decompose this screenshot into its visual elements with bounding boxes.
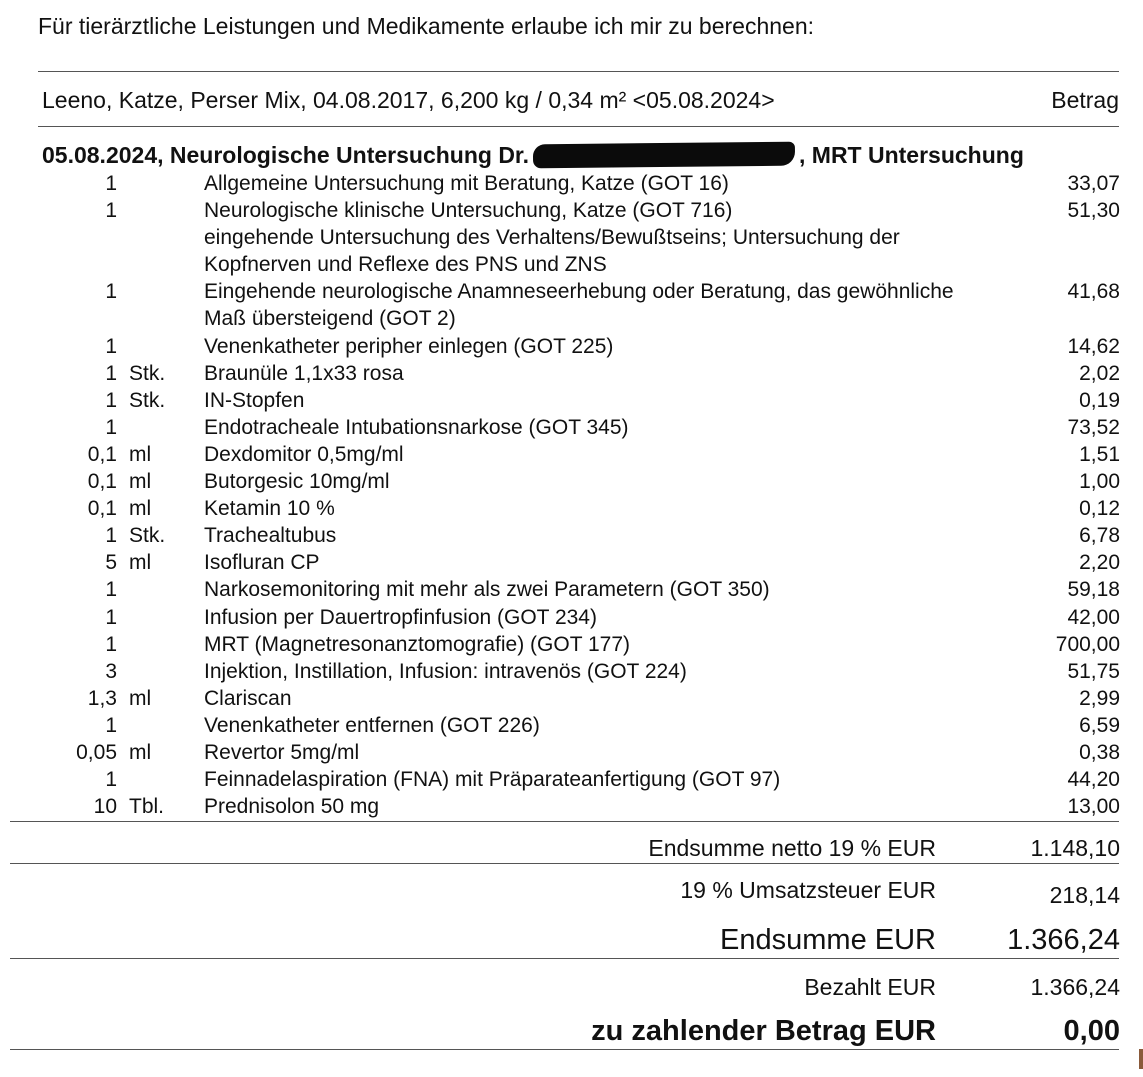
line-item-quantity: 1 — [105, 280, 117, 304]
line-item-unit: ml — [129, 551, 152, 575]
paid-label: Bezahlt EUR — [804, 974, 936, 1000]
total-vat-label: 19 % Umsatzsteuer EUR — [680, 877, 936, 903]
line-item-quantity: 1 — [105, 415, 117, 439]
line-item-amount: 33,07 — [1067, 172, 1120, 195]
line-item-quantity: 3 — [105, 659, 117, 683]
line-item-amount: 2,02 — [1079, 361, 1120, 385]
line-item-amount: 0,38 — [1079, 740, 1120, 764]
line-item-description: Clariscan — [204, 686, 292, 710]
divider-items-end — [10, 821, 1119, 822]
line-item-amount: 1,51 — [1079, 442, 1120, 466]
line-item-description: Trachealtubus — [204, 524, 337, 548]
line-item-quantity: 0,1 — [87, 497, 117, 521]
line-item-unit: ml — [129, 686, 152, 710]
line-item-description: Feinnadelaspiration (FNA) mit Präparateanfertigung (GOT 97) — [204, 768, 781, 792]
total-net-label: Endsumme netto 19 % EUR — [648, 835, 936, 861]
line-item — [0, 793, 1143, 820]
line-item — [0, 604, 1143, 631]
line-item-description: Eingehende neurologische Anamneseerhebung oder Beratung, das gewöhnliche Maß übersteigend (GOT 2) — [204, 280, 954, 331]
edge-mark — [1139, 1049, 1143, 1069]
line-item-description: Venenkatheter entfernen (GOT 226) — [204, 713, 540, 737]
line-item-quantity: 1 — [105, 768, 117, 792]
line-item — [0, 766, 1143, 793]
line-item — [0, 495, 1143, 522]
line-item — [0, 522, 1143, 549]
line-item-description: Revertor 5mg/ml — [204, 740, 360, 764]
line-item-description: IN-Stopfen — [204, 388, 305, 412]
line-item-quantity: 0,1 — [87, 470, 117, 494]
line-item-quantity: 1 — [105, 361, 117, 385]
divider-bottom — [10, 1049, 1119, 1050]
line-item-amount: 73,52 — [1067, 415, 1120, 439]
line-item-description: Isofluran CP — [204, 551, 320, 575]
line-item-description: Endotracheale Intubationsnarkose (GOT 345) — [204, 415, 629, 439]
section-title-exam: , MRT Untersuchung — [799, 142, 1024, 168]
paid-value: 1.366,24 — [1030, 974, 1120, 1000]
line-item-amount: 700,00 — [1055, 632, 1120, 656]
line-item-amount: 6,59 — [1079, 713, 1120, 737]
line-item-quantity: 1,3 — [87, 686, 117, 710]
line-item-amount: 44,20 — [1067, 768, 1120, 792]
line-item-description: Infusion per Dauertropfinfusion (GOT 234) — [204, 605, 597, 629]
line-item-amount: 59,18 — [1067, 578, 1120, 602]
line-item-quantity: 1 — [105, 199, 117, 223]
line-item — [0, 197, 1143, 224]
line-item — [0, 441, 1143, 468]
total-gross-label: Endsumme EUR — [720, 924, 936, 956]
line-item-amount: 41,68 — [1067, 280, 1120, 304]
line-item — [0, 224, 1143, 278]
invoice-intro: Für tierärztliche Leistungen und Medikamente erlaube ich mir zu berechnen: — [38, 13, 815, 39]
line-item-description: MRT (Magnetresonanztomografie) (GOT 177) — [204, 632, 631, 656]
line-item-description: Neurologische klinische Untersuchung, Katze (GOT 716) — [204, 199, 733, 223]
line-item-amount: 2,99 — [1079, 686, 1120, 710]
line-item — [0, 278, 1143, 332]
total-net-value: 1.148,10 — [1030, 835, 1120, 861]
line-item — [0, 468, 1143, 495]
line-item-description: Prednisolon 50 mg — [204, 795, 380, 819]
line-item-amount: 0,19 — [1079, 388, 1120, 412]
amount-due-value: 0,00 — [1063, 1015, 1120, 1047]
amount-due-label: zu zahlender Betrag EUR — [591, 1015, 936, 1047]
line-item-unit: Stk. — [129, 361, 166, 385]
line-item-unit: ml — [129, 470, 152, 494]
line-item-description: Narkosemonitoring mit mehr als zwei Parametern (GOT 350) — [204, 578, 770, 602]
line-item — [0, 549, 1143, 576]
line-item-quantity: 1 — [105, 605, 117, 629]
line-item-quantity: 5 — [105, 551, 117, 575]
line-item-amount: 6,78 — [1079, 524, 1120, 548]
amount-column-header: Betrag — [1051, 87, 1119, 113]
divider-header — [38, 126, 1119, 127]
total-gross-value: 1.366,24 — [1007, 924, 1120, 956]
line-item — [0, 170, 1143, 197]
line-item-unit: ml — [129, 442, 152, 466]
line-item-description: Ketamin 10 % — [204, 497, 335, 521]
line-item — [0, 333, 1143, 360]
line-item-unit: Stk. — [129, 524, 166, 548]
line-item-quantity: 0,05 — [76, 740, 117, 764]
line-item — [0, 712, 1143, 739]
line-item-unit: Stk. — [129, 388, 166, 412]
line-item-unit: Tbl. — [129, 795, 165, 819]
line-items — [0, 170, 1143, 820]
line-item-quantity: 1 — [105, 632, 117, 656]
patient-info: Leeno, Katze, Perser Mix, 04.08.2017, 6,200 kg / 0,34 m² <05.08.2024> — [42, 87, 775, 113]
line-item-description: Dexdomitor 0,5mg/ml — [204, 442, 404, 466]
line-item-amount: 51,75 — [1067, 659, 1120, 683]
line-item-description: eingehende Untersuchung des Verhaltens/Bewußtseins; Untersuchung der Kopfnerven und Reflexe des PNS und ZNS — [204, 226, 900, 277]
line-item-quantity: 1 — [105, 524, 117, 548]
line-item — [0, 739, 1143, 766]
line-item-description: Venenkatheter peripher einlegen (GOT 225) — [204, 334, 614, 358]
line-item-quantity: 1 — [105, 713, 117, 737]
total-vat-value: 218,14 — [1049, 882, 1120, 908]
line-item — [0, 576, 1143, 603]
line-item-description: Butorgesic 10mg/ml — [204, 470, 390, 494]
line-item-amount: 13,00 — [1067, 795, 1120, 819]
section-title-date-vet: 05.08.2024, Neurologische Untersuchung Dr. — [42, 142, 529, 168]
redaction-mark — [533, 142, 795, 169]
patient-header — [42, 86, 1119, 114]
line-item — [0, 360, 1143, 387]
divider-top — [38, 71, 1119, 72]
line-item-quantity: 1 — [105, 172, 117, 195]
divider-net — [10, 863, 1119, 864]
line-item — [0, 685, 1143, 712]
line-item-description: Allgemeine Untersuchung mit Beratung, Katze (GOT 16) — [204, 172, 729, 195]
divider-gross — [10, 958, 1119, 959]
line-item-quantity: 1 — [105, 578, 117, 602]
section-title — [42, 141, 1024, 169]
line-item-amount: 42,00 — [1067, 605, 1120, 629]
line-item-quantity: 0,1 — [87, 442, 117, 466]
line-item-amount: 0,12 — [1079, 497, 1120, 521]
line-item-quantity: 1 — [105, 334, 117, 358]
line-item-amount: 14,62 — [1067, 334, 1120, 358]
line-item — [0, 658, 1143, 685]
line-item-unit: ml — [129, 497, 152, 521]
line-item-amount: 51,30 — [1067, 199, 1120, 223]
line-item-unit: ml — [129, 740, 152, 764]
line-item-description: Braunüle 1,1x33 rosa — [204, 361, 404, 385]
line-item-description: Injektion, Instillation, Infusion: intravenös (GOT 224) — [204, 659, 687, 683]
line-item-amount: 1,00 — [1079, 470, 1120, 494]
line-item-amount: 2,20 — [1079, 551, 1120, 575]
line-item-quantity: 10 — [93, 795, 117, 819]
line-item — [0, 387, 1143, 414]
line-item-quantity: 1 — [105, 388, 117, 412]
line-item — [0, 631, 1143, 658]
line-item — [0, 414, 1143, 441]
